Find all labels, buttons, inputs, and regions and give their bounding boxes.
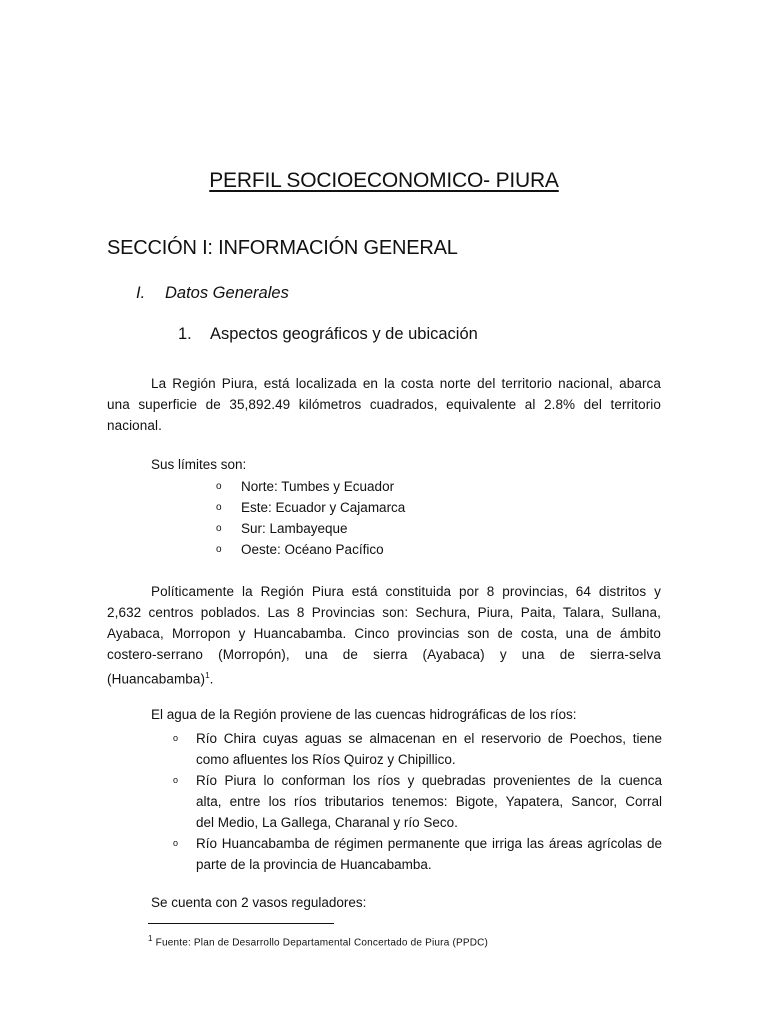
paragraph-ubicacion [107,373,661,436]
list-item-text: Sur: Lambayeque [241,521,348,536]
list-item [173,770,662,833]
section-heading: SECCIÓN I: INFORMACIÓN GENERAL [107,237,458,259]
subheading-datos-generales [136,284,289,303]
bullet-icon: o [216,523,222,534]
list-item-line: como afluentes los Ríos Quiroz y Chipillico. [196,752,456,767]
list-item-text: Oeste: Océano Pacífico [241,542,384,557]
bullet-icon: o [216,544,222,555]
list-item-line: Río Piura lo conforman los ríos y quebradas provenientes de la cuenca [196,773,662,788]
water-list [173,728,662,875]
document-title: PERFIL SOCIOECONOMICO- PIURA [209,169,559,192]
limits-intro: Sus límites son: [151,457,247,472]
list-item [216,497,405,518]
paragraph-line: 2,632 centros poblados. Las 8 Provincias son: Sechura, Piura, Paita, Talara, Sullana, [107,605,661,620]
subheading-aspectos [178,325,478,344]
paragraph-provincias [107,581,661,690]
subheading-number: 1. [178,325,192,343]
paragraph-line: una superficie de 35,892.49 kilómetros cuadrados, equivalente al 2.8% del territorio [107,397,661,412]
bullet-icon: o [173,775,179,785]
water-intro: El agua de la Región proviene de las cuencas hidrográficas de los ríos: [151,707,577,722]
bullet-icon: o [216,502,222,513]
list-item-line: parte de la provincia de Huancabamba. [196,857,432,872]
paragraph-line: Políticamente la Región Piura está constituida por 8 provincias, 64 distritos y [151,584,661,599]
list-item [216,539,384,560]
bullet-icon: o [216,481,222,492]
footnote-reference: 1 [205,671,210,680]
footnote [148,934,488,948]
list-item-line: Río Chira cuyas aguas se almacenan en el reservorio de Poechos, tiene [196,731,662,746]
list-item-text: Este: Ecuador y Cajamarca [241,500,406,515]
list-item-line: del Medio, La Gallega, Charanal y río Seco. [196,815,458,830]
list-item-line: alta, entre los ríos tributarios tenemos: Bigote, Yapatera, Sancor, Corral [196,794,662,809]
list-item [173,728,662,770]
footnote-divider [148,923,334,924]
paragraph-line: costero-serrano (Morropón), una de sierra (Ayabaca) y una de sierra-selva [107,647,661,662]
paragraph-tail: . [209,671,214,687]
subheading-text: Aspectos geográficos y de ubicación [210,325,478,343]
list-item [216,518,348,539]
paragraph-text: (Huancabamba) [107,671,206,687]
footnote-marker: 1 [148,934,153,943]
subheading-text: Datos Generales [165,284,289,302]
paragraph-line: nacional. [107,418,162,433]
paragraph-line-last [107,665,661,690]
list-item-line: Río Huancabamba de régimen permanente que irriga las áreas agrícolas de [196,836,662,851]
subheading-number: I. [136,284,146,302]
paragraph-line: La Región Piura, está localizada en la costa norte del territorio nacional, abarca [151,376,661,391]
vasos-text: Se cuenta con 2 vasos reguladores: [151,895,367,910]
paragraph-line: Ayabaca, Morropon y Huancabamba. Cinco provincias son de costa, una de ámbito [107,626,661,641]
list-item [216,476,394,497]
bullet-icon: o [173,733,179,743]
footnote-text: Fuente: Plan de Desarrollo Departamental Concertado de Piura (PPDC) [155,937,489,949]
list-item [173,833,662,875]
bullet-icon: o [173,838,179,848]
list-item-text: Norte: Tumbes y Ecuador [241,479,395,494]
